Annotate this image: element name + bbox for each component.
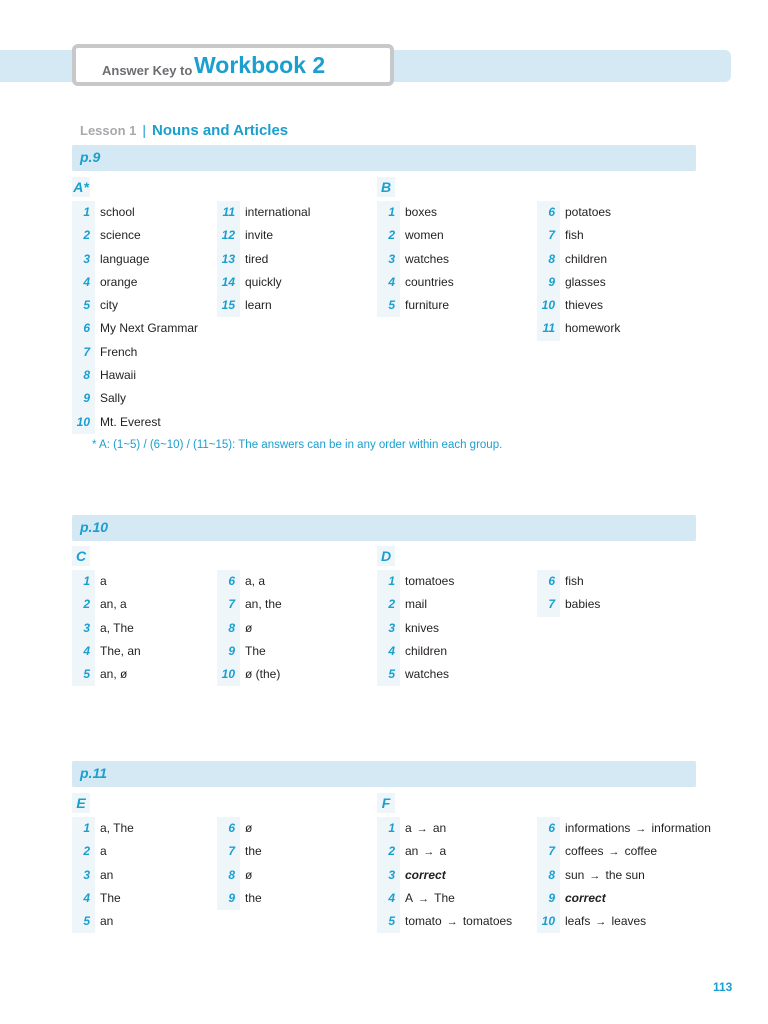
item-number: 7 xyxy=(217,593,240,616)
item-answer: quickly xyxy=(245,274,282,289)
item-answer: knives xyxy=(405,620,440,635)
item-number: 5 xyxy=(72,663,95,686)
item-number: 7 xyxy=(217,840,240,863)
item-number: 15 xyxy=(217,294,240,317)
item-answer: city xyxy=(100,298,118,313)
answer-item xyxy=(72,887,222,910)
item-number: 9 xyxy=(217,640,240,663)
answer-item xyxy=(377,640,527,663)
answer-item xyxy=(537,864,687,887)
item-correction: The xyxy=(434,890,455,905)
answer-item xyxy=(72,271,222,294)
answer-item xyxy=(217,640,367,663)
answer-item xyxy=(377,887,527,910)
answer-item xyxy=(217,593,367,616)
arrow-icon: → xyxy=(592,916,610,929)
answer-item xyxy=(377,248,527,271)
answer-item xyxy=(217,840,367,863)
item-answer: language xyxy=(100,251,150,266)
answer-item xyxy=(537,840,687,863)
answer-item xyxy=(537,248,687,271)
item-answer: fish xyxy=(565,574,584,588)
answer-column xyxy=(72,201,222,434)
item-number: 9 xyxy=(537,271,560,294)
item-answer: watches xyxy=(405,667,450,682)
item-answer: an xyxy=(405,844,419,859)
answer-item xyxy=(72,910,222,933)
item-number: 1 xyxy=(377,570,400,593)
item-number: 6 xyxy=(537,201,560,224)
answer-item xyxy=(217,864,367,887)
item-answer: watches xyxy=(405,251,450,266)
answer-item xyxy=(217,271,367,294)
answer-item xyxy=(377,617,527,640)
item-answer: ø (the) xyxy=(245,667,281,682)
item-number: 9 xyxy=(537,887,560,910)
item-answer: The xyxy=(245,643,266,658)
item-answer: a, The xyxy=(100,620,134,635)
item-answer: mail xyxy=(405,597,428,612)
section-label: C xyxy=(72,546,90,566)
answer-item xyxy=(72,411,222,434)
item-answer: children xyxy=(565,251,608,266)
page-label: p.11 xyxy=(80,765,107,781)
item-correction: the sun xyxy=(605,867,645,882)
answer-item xyxy=(537,817,711,840)
answer-item xyxy=(72,248,222,271)
item-number: 4 xyxy=(377,887,400,910)
item-correction: coffee xyxy=(624,844,658,859)
item-answer: a xyxy=(100,844,107,859)
answer-item xyxy=(377,864,527,887)
item-number: 1 xyxy=(377,817,400,840)
item-answer: an, a xyxy=(100,597,127,612)
item-number: 5 xyxy=(72,910,95,933)
answer-column xyxy=(537,201,687,341)
answer-item xyxy=(217,570,367,593)
answer-item xyxy=(377,294,527,317)
page-bar xyxy=(72,145,696,171)
item-number: 5 xyxy=(72,294,95,317)
arrow-icon: → xyxy=(632,823,650,835)
item-answer: correct xyxy=(405,867,446,882)
answer-item xyxy=(377,224,527,247)
page-number: 113 xyxy=(713,980,733,994)
item-answer: a xyxy=(100,574,107,588)
answer-item xyxy=(72,364,222,387)
answer-item xyxy=(537,294,687,317)
item-number: 3 xyxy=(377,864,400,887)
item-answer: Sally xyxy=(100,391,127,406)
item-answer: science xyxy=(100,228,141,243)
answer-item xyxy=(377,271,527,294)
section-label: B xyxy=(377,177,395,197)
item-number: 10 xyxy=(537,910,560,933)
lesson-title: Nouns and Articles xyxy=(152,122,289,139)
answer-item xyxy=(72,201,222,224)
answer-item xyxy=(217,887,367,910)
answer-item xyxy=(377,570,527,593)
item-number: 8 xyxy=(72,364,95,387)
item-answer: leafs xyxy=(565,914,591,929)
item-number: 7 xyxy=(537,224,560,247)
item-number: 12 xyxy=(217,224,240,247)
item-number: 11 xyxy=(217,201,240,224)
item-answer: children xyxy=(405,643,448,658)
lesson-heading xyxy=(80,122,288,139)
item-number: 10 xyxy=(72,411,95,434)
answer-item xyxy=(217,201,367,224)
answer-item xyxy=(72,317,222,340)
item-answer: an, ø xyxy=(100,667,128,682)
item-number: 4 xyxy=(72,271,95,294)
section-label: F xyxy=(377,793,395,813)
item-answer: Hawaii xyxy=(100,368,137,383)
page-label: p.10 xyxy=(80,519,109,535)
answer-item xyxy=(537,317,687,340)
answer-item xyxy=(72,570,222,593)
lesson-separator: | xyxy=(142,122,146,138)
item-number: 10 xyxy=(217,663,240,686)
answer-item xyxy=(72,387,222,410)
answer-item xyxy=(537,593,687,616)
item-number: 7 xyxy=(537,593,560,616)
answer-item xyxy=(377,817,527,840)
arrow-icon: → xyxy=(443,916,461,929)
answer-item xyxy=(537,224,687,247)
item-number: 6 xyxy=(217,570,240,593)
item-answer: learn xyxy=(245,298,272,313)
item-correction: a xyxy=(439,844,447,859)
answer-item xyxy=(377,910,527,933)
answer-item xyxy=(72,864,222,887)
arrow-icon: → xyxy=(415,892,433,905)
item-number: 4 xyxy=(377,640,400,663)
header-title: Workbook 2 xyxy=(194,52,326,78)
item-number: 13 xyxy=(217,248,240,271)
item-answer: countries xyxy=(405,274,454,289)
item-answer: babies xyxy=(565,597,601,612)
item-number: 9 xyxy=(72,387,95,410)
item-number: 1 xyxy=(72,817,95,840)
item-correction: leaves xyxy=(611,914,647,929)
page-bar xyxy=(72,515,696,541)
item-answer: A xyxy=(405,890,414,905)
lesson-number: Lesson 1 xyxy=(80,123,137,138)
answer-item xyxy=(72,817,222,840)
item-answer: an xyxy=(100,867,114,882)
answer-item xyxy=(217,817,367,840)
answer-column xyxy=(72,817,222,933)
item-number: 3 xyxy=(377,617,400,640)
item-answer: ø xyxy=(245,620,253,635)
item-answer: sun xyxy=(565,867,585,882)
item-number: 2 xyxy=(72,593,95,616)
item-number: 3 xyxy=(72,864,95,887)
item-number: 2 xyxy=(377,840,400,863)
item-answer: fish xyxy=(565,228,584,243)
answer-item xyxy=(537,887,687,910)
answer-item xyxy=(72,640,222,663)
item-answer: tomatoes xyxy=(405,574,455,588)
item-answer: homework xyxy=(565,321,621,336)
header-box xyxy=(72,44,394,86)
answer-column xyxy=(377,201,527,317)
answer-item xyxy=(217,663,367,686)
item-number: 7 xyxy=(72,341,95,364)
item-answer: international xyxy=(245,205,311,219)
item-answer: coffees xyxy=(565,844,604,859)
item-answer: boxes xyxy=(405,205,438,219)
item-answer: French xyxy=(100,344,138,359)
item-number: 6 xyxy=(72,317,95,340)
item-number: 8 xyxy=(537,864,560,887)
answer-item xyxy=(72,840,222,863)
answer-item xyxy=(72,224,222,247)
answer-item xyxy=(217,224,367,247)
item-answer: Mt. Everest xyxy=(100,414,161,429)
item-number: 4 xyxy=(72,640,95,663)
item-answer: thieves xyxy=(565,298,604,313)
item-answer: invite xyxy=(245,228,274,243)
answer-item xyxy=(377,593,527,616)
answer-column xyxy=(377,570,527,686)
item-number: 3 xyxy=(72,617,95,640)
header-prefix: Answer Key to xyxy=(102,63,193,78)
answer-item xyxy=(537,201,687,224)
item-answer: potatoes xyxy=(565,205,612,219)
arrow-icon: → xyxy=(605,846,623,859)
item-answer: My Next Grammar xyxy=(100,321,199,336)
item-answer: tomato xyxy=(405,914,442,929)
item-number: 5 xyxy=(377,294,400,317)
answer-item xyxy=(72,617,222,640)
section-label: D xyxy=(377,546,395,566)
item-number: 5 xyxy=(377,910,400,933)
item-answer: an, the xyxy=(245,597,282,612)
item-answer: The xyxy=(100,890,121,905)
answer-item xyxy=(217,294,367,317)
item-answer: a, a xyxy=(245,574,266,588)
item-answer: a, The xyxy=(100,821,134,835)
answer-column xyxy=(72,570,222,686)
answer-item xyxy=(217,248,367,271)
item-number: 10 xyxy=(537,294,560,317)
answer-item xyxy=(377,840,527,863)
answer-item xyxy=(72,341,222,364)
item-answer: ø xyxy=(245,867,253,882)
section-label: A* xyxy=(73,179,89,195)
answer-item xyxy=(217,617,367,640)
item-correction: information xyxy=(651,821,711,835)
page-bar xyxy=(72,761,696,787)
item-number: 4 xyxy=(72,887,95,910)
item-number: 1 xyxy=(377,201,400,224)
answer-column xyxy=(377,817,527,933)
item-number: 3 xyxy=(72,248,95,271)
item-number: 6 xyxy=(537,817,560,840)
item-number: 7 xyxy=(537,840,560,863)
item-answer: a xyxy=(405,821,412,835)
answer-item xyxy=(377,201,527,224)
item-answer: women xyxy=(405,228,444,243)
answer-item xyxy=(537,910,687,933)
answer-item xyxy=(72,663,222,686)
item-answer: an xyxy=(100,914,114,929)
answer-column xyxy=(537,570,687,617)
item-number: 14 xyxy=(217,271,240,294)
item-number: 6 xyxy=(217,817,240,840)
item-number: 8 xyxy=(217,864,240,887)
item-number: 2 xyxy=(377,224,400,247)
item-number: 1 xyxy=(72,201,95,224)
item-answer: the xyxy=(245,844,262,859)
arrow-icon: → xyxy=(420,846,438,859)
item-number: 2 xyxy=(72,224,95,247)
item-answer: school xyxy=(100,205,135,219)
item-answer: correct xyxy=(565,890,606,905)
item-number: 8 xyxy=(217,617,240,640)
arrow-icon: → xyxy=(586,869,604,882)
answer-item xyxy=(537,570,687,593)
item-answer: ø xyxy=(245,821,253,835)
page-label: p.9 xyxy=(80,149,101,165)
item-number: 1 xyxy=(72,570,95,593)
answer-item xyxy=(377,663,527,686)
item-answer: orange xyxy=(100,274,138,289)
answer-item xyxy=(72,294,222,317)
item-answer: the xyxy=(245,890,262,905)
item-answer: furniture xyxy=(405,298,450,313)
item-number: 4 xyxy=(377,271,400,294)
arrow-icon: → xyxy=(413,823,431,835)
item-answer: glasses xyxy=(565,274,606,289)
answer-column xyxy=(537,817,711,933)
item-number: 2 xyxy=(72,840,95,863)
answer-column xyxy=(217,817,367,910)
footnote: * A: (1~5) / (6~10) / (11~15): The answers can be in any order within each group. xyxy=(92,439,503,451)
item-answer: tired xyxy=(245,251,269,266)
item-correction: an xyxy=(432,821,447,835)
item-number: 6 xyxy=(537,570,560,593)
item-number: 3 xyxy=(377,248,400,271)
item-number: 2 xyxy=(377,593,400,616)
item-number: 9 xyxy=(217,887,240,910)
item-correction: tomatoes xyxy=(462,914,513,929)
item-number: 5 xyxy=(377,663,400,686)
answer-item xyxy=(537,271,687,294)
item-number: 11 xyxy=(537,317,560,340)
item-answer: The, an xyxy=(100,643,141,658)
section-label: E xyxy=(72,793,90,813)
answer-column xyxy=(217,570,367,686)
answer-column xyxy=(217,201,367,317)
item-answer: informations xyxy=(565,821,631,835)
answer-item xyxy=(72,593,222,616)
item-number: 8 xyxy=(537,248,560,271)
